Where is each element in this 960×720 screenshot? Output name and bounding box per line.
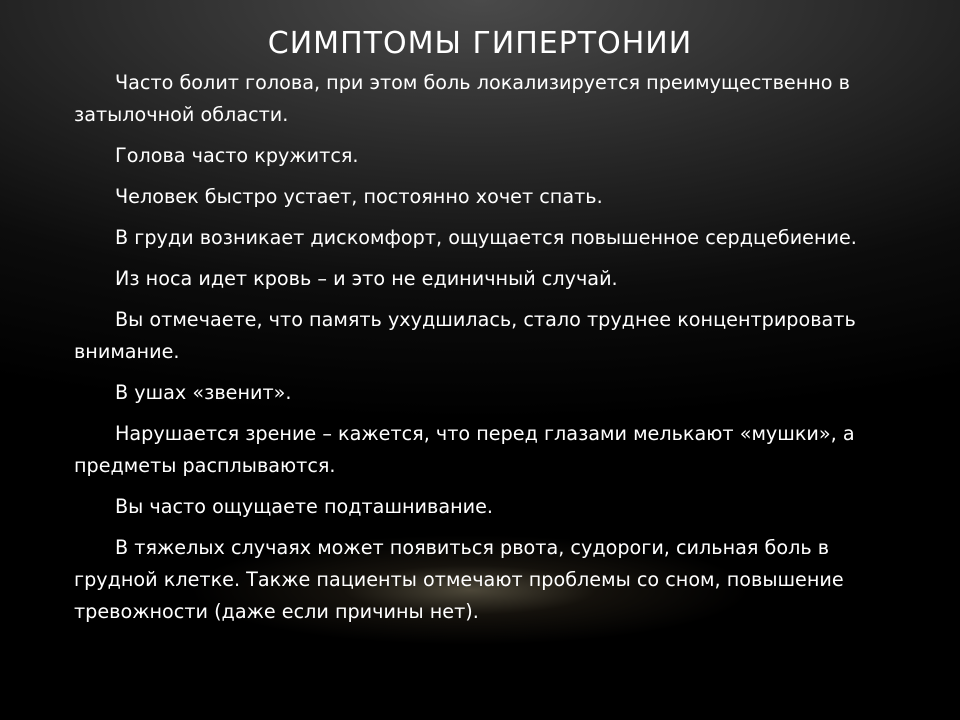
symptom-item: Вы отмечаете, что память ухудшилась, стало труднее концентрировать внимание. [74,308,856,363]
symptom-item: Человек быстро устает, постоянно хочет спать. [115,185,603,208]
symptom-item: Голова часто кружится. [115,144,359,167]
symptom-item: Из носа идет кровь – и это не единичный случай. [115,267,618,290]
symptom-item: В ушах «звенит». [115,381,292,404]
symptom-item: Часто болит голова, при этом боль локализируется преимущественно в затылочной области. [74,71,850,126]
symptom-item: В тяжелых случаях может появиться рвота, судороги, сильная боль в грудной клетке. Также пациенты отмечают проблемы со сном, повышение тревожности (даже если причины нет). [74,536,844,623]
symptom-item: Вы часто ощущаете подташнивание. [115,495,493,518]
symptom-list [74,67,864,637]
symptom-item: В груди возникает дискомфорт, ощущается повышенное сердцебиение. [115,226,857,249]
symptom-item: Нарушается зрение – кажется, что перед глазами мелькают «мушки», а предметы расплываются. [74,422,855,477]
slide-title: СИМПТОМЫ ГИПЕРТОНИИ [267,26,693,61]
